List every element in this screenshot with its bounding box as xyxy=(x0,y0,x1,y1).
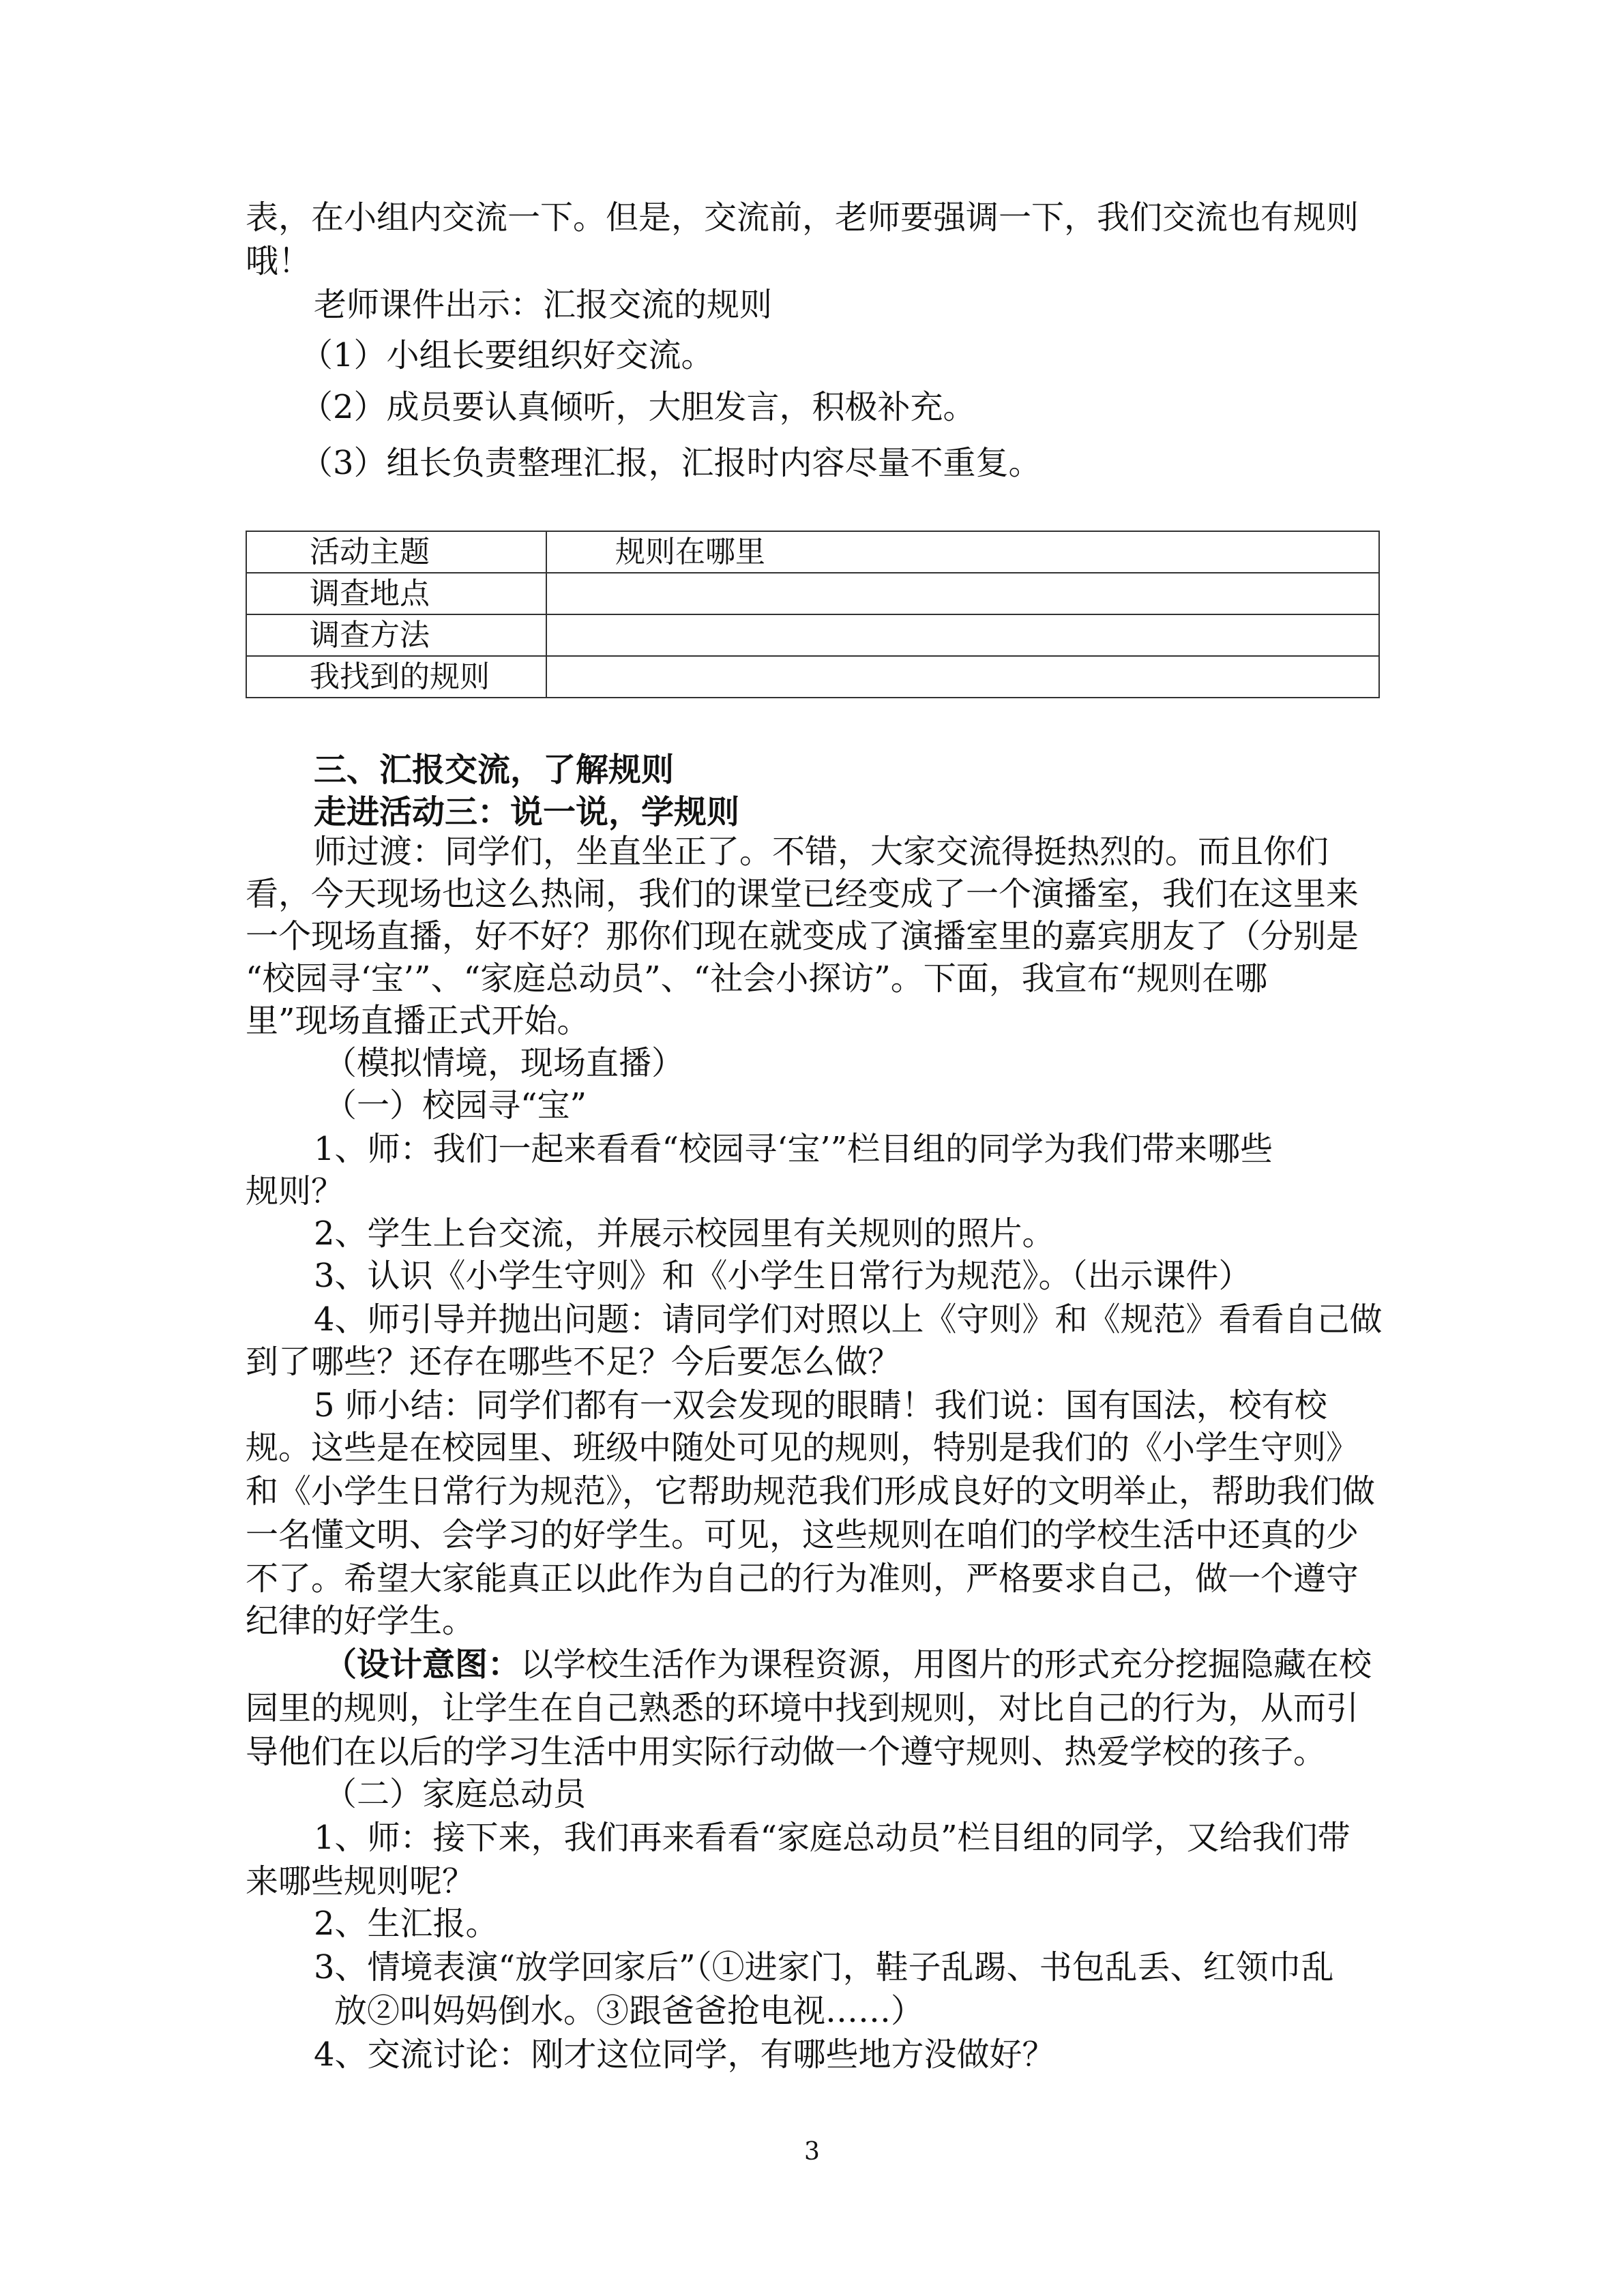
table-row xyxy=(246,531,1379,573)
table-cell-value xyxy=(546,656,1379,698)
table-row xyxy=(246,656,1379,698)
survey-table xyxy=(246,531,1380,698)
list-item: 1、师：接下来，我们再来看看“家庭总动员”栏目组的同学，又给我们带 xyxy=(314,1819,1350,1857)
list-item: 2、学生上台交流，并展示校园里有关规则的照片。 xyxy=(314,1214,1055,1253)
subsection-title: （一）校园寻“宝” xyxy=(324,1086,587,1124)
rules-title: 老师课件出示：汇报交流的规则 xyxy=(314,286,773,324)
table-cell-label: 调查地点 xyxy=(246,573,546,614)
design-intent-line xyxy=(324,1643,1372,1686)
paragraph-line: “校园寻‘宝’”、“家庭总动员”、“社会小探访”。下面，我宣布“规则在哪 xyxy=(246,959,1268,998)
table-row xyxy=(246,614,1379,656)
table-cell-value xyxy=(546,573,1379,614)
page-number: 3 xyxy=(804,2138,820,2166)
section-heading: 三、汇报交流，了解规则 xyxy=(314,751,675,789)
list-item: 3、情境表演“放学回家后”（①进家门，鞋子乱踢、书包乱丢、红领巾乱 xyxy=(314,1948,1334,1986)
table-cell-label: 调查方法 xyxy=(246,614,546,656)
paragraph-line: 师过渡：同学们，坐直坐正了。不错，大家交流得挺热烈的。而且你们 xyxy=(314,833,1329,871)
paragraph-line: 纪律的好学生。 xyxy=(246,1602,475,1640)
rule-item: （1）小组长要组织好交流。 xyxy=(300,336,714,374)
list-item: 放②叫妈妈倒水。③跟爸爸抢电视……） xyxy=(334,1992,924,2030)
rule-item: （3）组长负责整理汇报，汇报时内容尽量不重复。 xyxy=(300,444,1042,482)
list-item: 规则？ xyxy=(246,1172,344,1210)
paragraph-line: 园里的规则，让学生在自己熟悉的环境中找到规则，对比自己的行为，从而引 xyxy=(246,1689,1359,1727)
paragraph-line: 里”现场直播正式开始。 xyxy=(246,1002,590,1040)
paragraph-line: 导他们在以后的学习生活中用实际行动做一个遵守规则、热爱学校的孩子。 xyxy=(246,1733,1327,1771)
list-item: 1、师：我们一起来看看“校园寻‘宝’”栏目组的同学为我们带来哪些 xyxy=(314,1130,1273,1168)
table-cell-value: 规则在哪里 xyxy=(546,531,1379,573)
subsection-title: （二）家庭总动员 xyxy=(324,1775,587,1813)
paragraph-line: （模拟情境，现场直播） xyxy=(324,1044,685,1082)
design-intent-label: （设计意图： xyxy=(324,1645,521,1684)
table-cell-label: 活动主题 xyxy=(246,531,546,573)
table-cell-label: 我找到的规则 xyxy=(246,656,546,698)
list-item: 4、交流讨论：刚才这位同学，有哪些地方没做好？ xyxy=(314,2036,1055,2074)
paragraph-line: 一个现场直播，好不好？那你们现在就变成了演播室里的嘉宾朋友了（分别是 xyxy=(246,917,1359,955)
table-row xyxy=(246,573,1379,614)
list-item: 2、生汇报。 xyxy=(314,1905,499,1943)
paragraph-line: 哦！ xyxy=(246,242,312,280)
list-item: 4、师引导并抛出问题：请同学们对照以上《守则》和《规范》看看自己做 xyxy=(314,1300,1383,1339)
list-item: 到了哪些？还存在哪些不足？今后要怎么做？ xyxy=(246,1343,901,1381)
paragraph-line: 和《小学生日常行为规范》，它帮助规范我们形成良好的文明举止，帮助我们做 xyxy=(246,1472,1376,1510)
list-item: 来哪些规则呢？ xyxy=(246,1862,475,1900)
paragraph-line: 规。这些是在校园里、班级中随处可见的规则，特别是我们的《小学生守则》 xyxy=(246,1429,1359,1467)
paragraph-line: 看，今天现场也这么热闹，我们的课堂已经变成了一个演播室，我们在这里来 xyxy=(246,875,1359,913)
paragraph-line: 不了。希望大家能真正以此作为自己的行为准则，严格要求自己，做一个遵守 xyxy=(246,1560,1359,1598)
table-cell-value xyxy=(546,614,1379,656)
design-intent-text: 以学校生活作为课程资源，用图片的形式充分挖掘隐藏在校 xyxy=(520,1645,1372,1684)
paragraph-line: 表，在小组内交流一下。但是，交流前，老师要强调一下，我们交流也有规则 xyxy=(246,198,1359,237)
activity-heading: 走进活动三：说一说，学规则 xyxy=(314,793,740,831)
rule-item: （2）成员要认真倾听，大胆发言，积极补充。 xyxy=(300,388,976,426)
paragraph-line: 一名懂文明、会学习的好学生。可见，这些规则在咱们的学校生活中还真的少 xyxy=(246,1516,1359,1554)
list-item: 3、认识《小学生守则》和《小学生日常行为规范》。（出示课件） xyxy=(314,1257,1252,1295)
paragraph-line: 5 师小结：同学们都有一双会发现的眼睛！我们说：国有国法，校有校 xyxy=(314,1386,1327,1425)
